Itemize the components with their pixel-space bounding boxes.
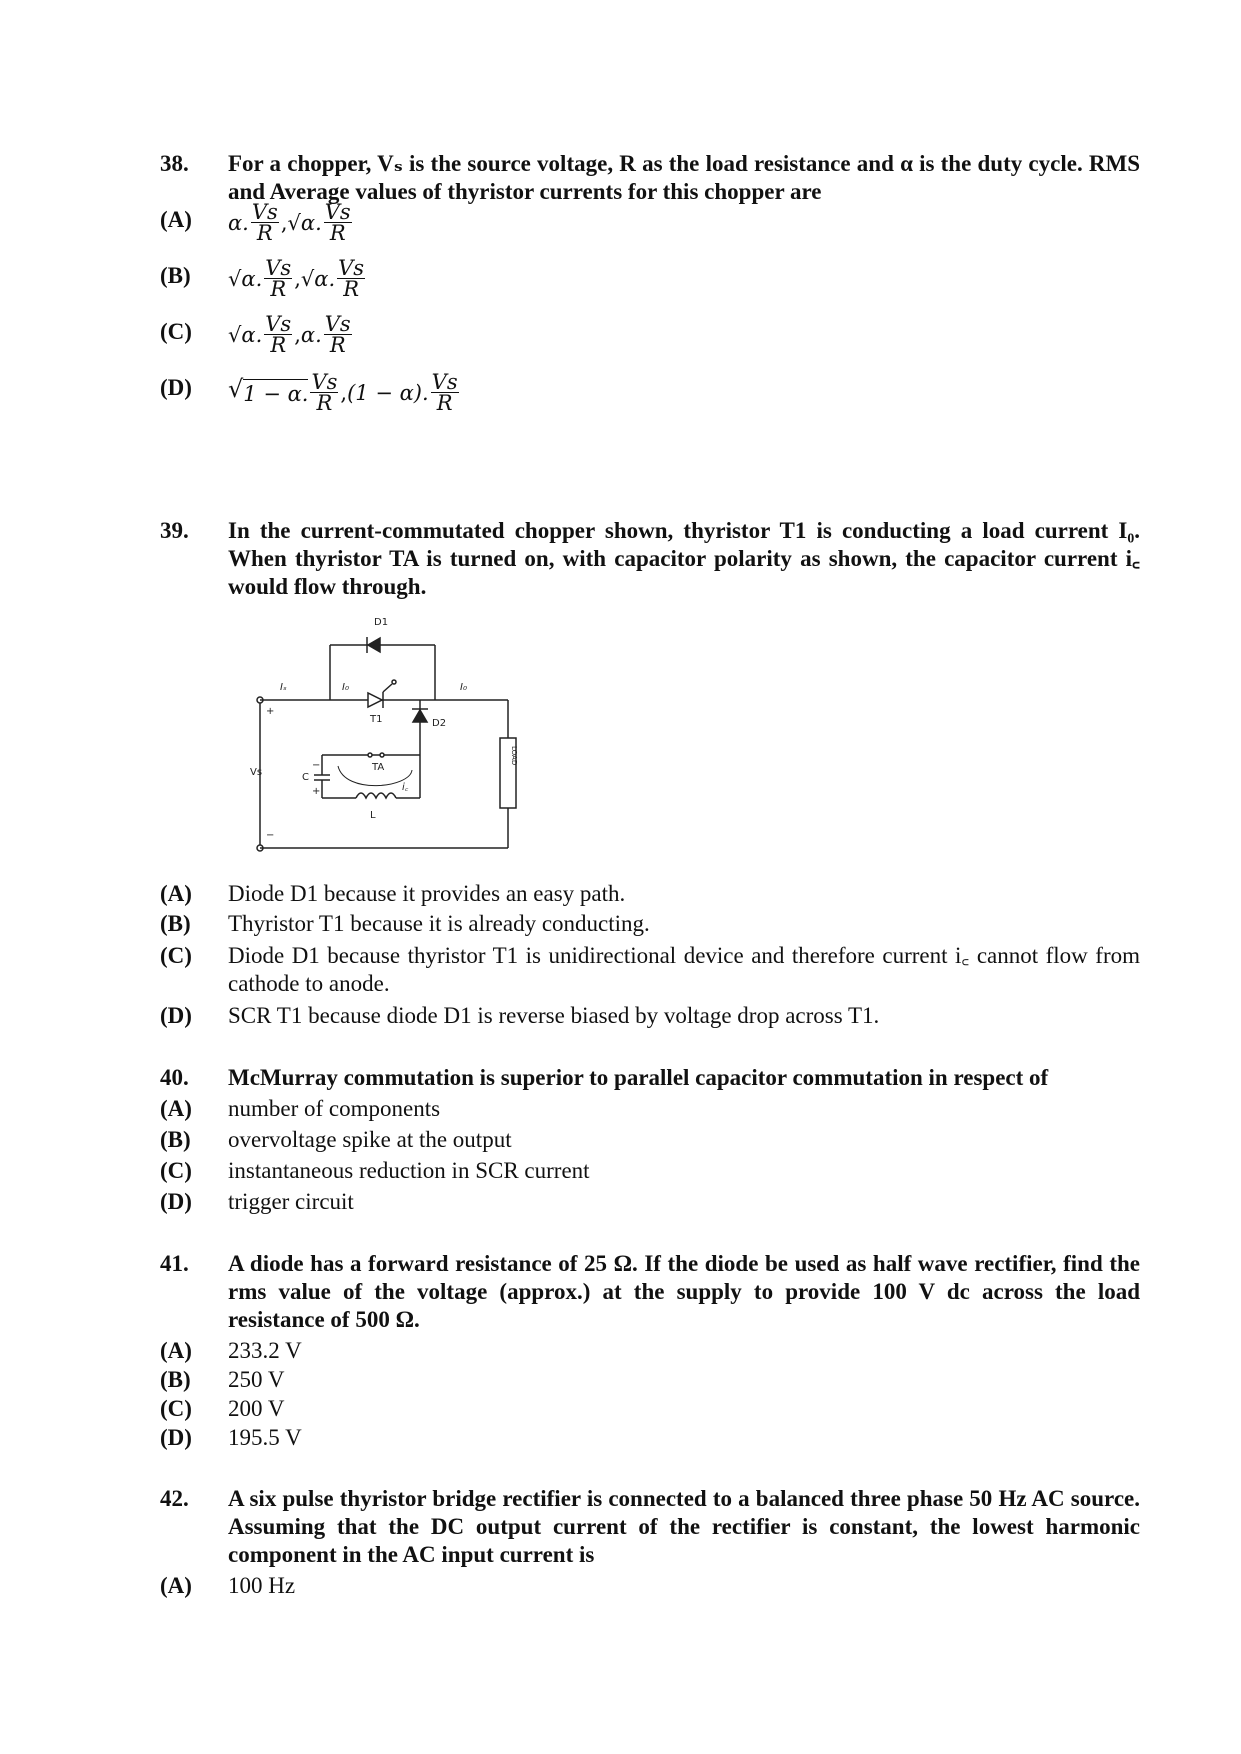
fraction-vs-r: $\frac{Vs}{R}$ — [251, 200, 278, 245]
label-io-left: I₀ — [342, 682, 349, 693]
option-label: (D) — [160, 1003, 192, 1028]
option-b[interactable] — [160, 1366, 1140, 1396]
label-load: LOAD — [510, 746, 518, 766]
sqrt-alpha-term: √α. — [300, 266, 336, 291]
thyristor-t1-symbol — [368, 693, 382, 707]
option-text: trigger circuit — [228, 1189, 354, 1214]
chopper-circuit-diagram — [250, 610, 570, 860]
question-stem: A diode has a forward resistance of 25 Ω. If the diode be used as half wave rectifier, find the rms value of the voltage (approx.) at the supply to provide 100 V dc across the load resistance of 500 Ω. — [228, 1251, 1140, 1332]
fraction-vs-r: $\frac{Vs}{R}$ — [311, 370, 338, 415]
option-label: (D) — [160, 1425, 192, 1450]
option-c[interactable] — [160, 1395, 1140, 1425]
option-b[interactable] — [160, 256, 1140, 318]
fraction-vs-r: $\frac{Vs}{R}$ — [265, 256, 292, 301]
diode-d2-symbol — [413, 710, 427, 722]
option-label: (D) — [160, 1189, 192, 1214]
option-label: (A) — [160, 1573, 192, 1598]
option-label: (B) — [160, 1367, 191, 1392]
question-stem: In the current-commutated chopper shown, thyristor T1 is conducting a load current I₀. When thyristor TA is turned on, with capacitor polarity as shown, the capacitor current i꜀ would flow through. — [228, 518, 1140, 599]
fraction-vs-r: $\frac{Vs}{R}$ — [431, 370, 458, 415]
question-stem: A six pulse thyristor bridge rectifier is connected to a balanced three phase 50 Hz AC source. Assuming that the DC output current of the rectifier is constant, the lowest harmonic component in the AC input current is — [228, 1486, 1140, 1567]
option-d[interactable] — [160, 1188, 1140, 1218]
sqrt-alpha-term: √α. — [228, 266, 263, 291]
option-b[interactable] — [160, 1126, 1140, 1156]
option-a[interactable] — [160, 1337, 1140, 1367]
option-text: Diode D1 because it provides an easy path. — [228, 881, 626, 906]
option-label: (A) — [160, 1338, 192, 1363]
option-c[interactable] — [160, 942, 1140, 1000]
option-a[interactable] — [160, 880, 1140, 910]
question-stem: For a chopper, Vₛ is the source voltage, R as the load resistance and α is the duty cycle. RMS and Average values of thyristor currents for this chopper are — [228, 151, 1140, 204]
label-minus-bottom: − — [266, 830, 275, 841]
question-42 — [160, 1485, 1140, 1571]
label-ta: TA — [372, 762, 385, 773]
option-label: (C) — [160, 1396, 192, 1421]
option-a[interactable] — [160, 1572, 1140, 1602]
question-39 — [160, 517, 1140, 601]
option-formula — [228, 202, 1140, 243]
label-d2: D2 — [432, 718, 447, 729]
option-label: (D) — [160, 375, 192, 400]
option-c[interactable] — [160, 1157, 1140, 1187]
question-number: 38. — [160, 151, 189, 176]
option-d[interactable] — [160, 1424, 1140, 1454]
comma: , — [294, 322, 301, 347]
option-text: Diode D1 because thyristor T1 is unidirectional device and therefore current i꜀ cannot flow from cathode to anode. — [228, 943, 1140, 996]
option-text: 100 Hz — [228, 1573, 296, 1598]
question-stem: McMurray commutation is superior to parallel capacitor commutation in respect of — [228, 1065, 1049, 1090]
option-text: overvoltage spike at the output — [228, 1127, 512, 1152]
sqrt-one-minus-alpha: √ 1 − α. — [228, 375, 309, 406]
comma: , — [294, 266, 301, 291]
inductor-l-symbol — [356, 793, 396, 798]
option-b[interactable] — [160, 910, 1140, 940]
label-l: L — [370, 810, 376, 821]
option-text: instantaneous reduction in SCR current — [228, 1158, 590, 1183]
fraction-vs-r: $\frac{Vs}{R}$ — [265, 312, 292, 357]
option-text: 200 V — [228, 1396, 285, 1421]
option-a[interactable] — [160, 200, 1140, 262]
option-text: 233.2 V — [228, 1338, 302, 1363]
option-label: (B) — [160, 1127, 191, 1152]
option-label: (B) — [160, 911, 191, 936]
option-text: 250 V — [228, 1367, 285, 1392]
option-text: number of components — [228, 1096, 441, 1121]
one-minus-alpha-term: (1 − α). — [347, 380, 429, 405]
comma: , — [340, 380, 348, 405]
option-label: (C) — [160, 319, 192, 344]
option-label: (B) — [160, 263, 191, 288]
label-plus-cap: + — [312, 786, 321, 797]
sqrt-alpha-term: √α. — [287, 210, 322, 235]
option-label: (C) — [160, 1158, 192, 1183]
question-number: 40. — [160, 1065, 189, 1090]
label-is: Iₛ — [280, 682, 287, 693]
question-41 — [160, 1250, 1140, 1336]
diode-d1-symbol — [368, 638, 380, 652]
comma: , — [280, 210, 288, 235]
fraction-vs-r: $\frac{Vs}{R}$ — [324, 200, 351, 245]
alpha-term: α. — [300, 322, 322, 347]
option-label: (A) — [160, 207, 192, 232]
option-a[interactable] — [160, 1095, 1140, 1125]
question-number: 42. — [160, 1486, 189, 1511]
label-plus-top: + — [266, 706, 275, 717]
option-label: (C) — [160, 943, 192, 968]
alpha-term: α. — [228, 210, 249, 235]
label-vs: Vs — [250, 767, 263, 778]
option-text: Thyristor T1 because it is already conducting. — [228, 911, 650, 936]
question-number: 41. — [160, 1251, 189, 1276]
label-d1: D1 — [374, 617, 389, 628]
option-c[interactable] — [160, 312, 1140, 374]
option-d[interactable] — [160, 370, 1140, 434]
option-label: (A) — [160, 1096, 192, 1121]
option-formula — [228, 372, 1140, 413]
fraction-vs-r: $\frac{Vs}{R}$ — [338, 256, 365, 301]
label-io-right: I₀ — [460, 682, 467, 693]
option-formula — [228, 314, 1140, 355]
fraction-vs-r: $\frac{Vs}{R}$ — [324, 312, 351, 357]
label-minus-cap: − — [312, 760, 321, 771]
option-formula — [228, 258, 1140, 299]
label-c: C — [302, 772, 309, 783]
question-38 — [160, 150, 1140, 206]
question-number: 39. — [160, 518, 189, 543]
option-label: (A) — [160, 881, 192, 906]
option-d[interactable] — [160, 1002, 1140, 1032]
label-t1: T1 — [370, 714, 383, 725]
option-text: SCR T1 because diode D1 is reverse biased by voltage drop across T1. — [228, 1003, 880, 1028]
question-40 — [160, 1064, 1140, 1094]
label-ic: i꜀ — [402, 782, 409, 793]
sqrt-alpha-term: √α. — [228, 322, 263, 347]
option-text: 195.5 V — [228, 1425, 302, 1450]
